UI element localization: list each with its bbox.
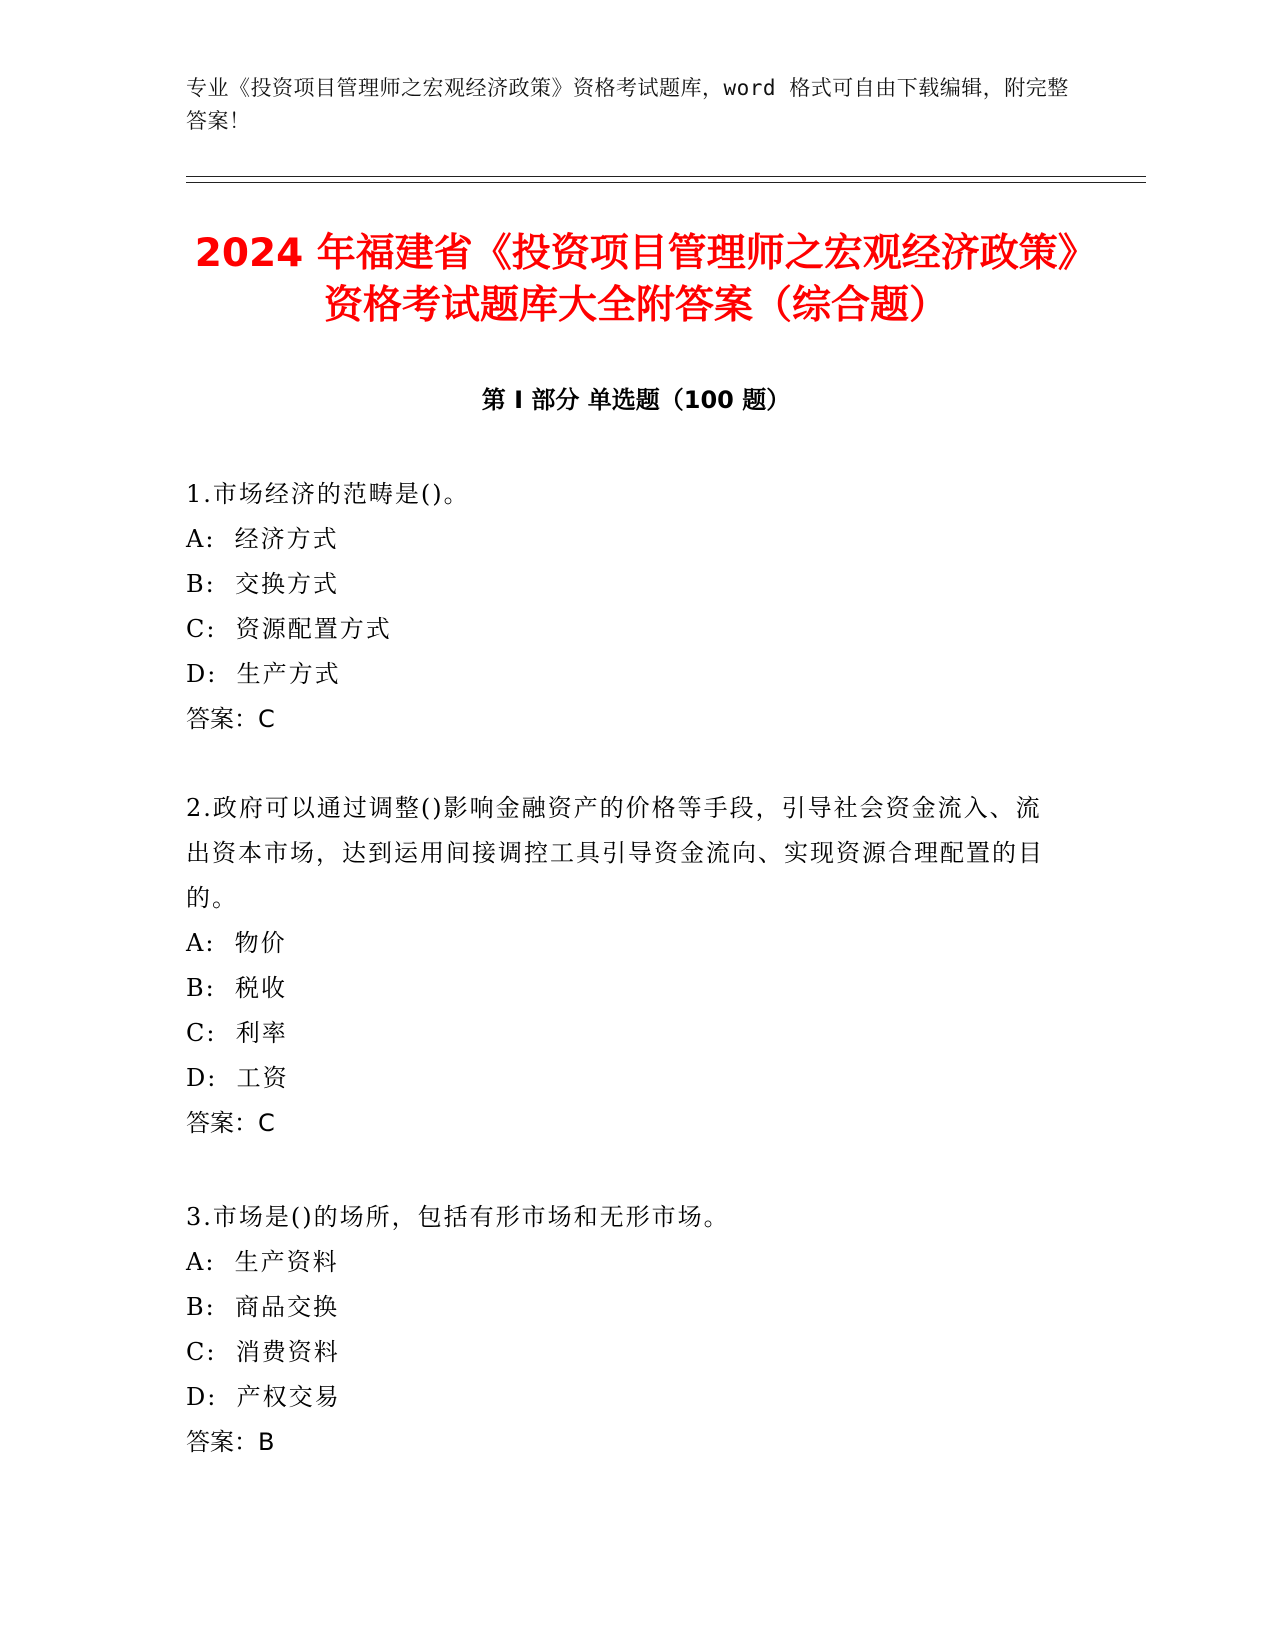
question-2 bbox=[186, 786, 1066, 1146]
document-title: 2024 年福建省《投资项目管理师之宏观经济政策》资格考试题库大全附答案（综合题） bbox=[194, 231, 1078, 328]
option-b: B: 交换方式 bbox=[186, 570, 339, 598]
section-heading: 第 I 部分 单选题（100 题） bbox=[481, 386, 791, 414]
question-stem: 1.市场经济的范畴是()。 bbox=[186, 480, 470, 508]
header-divider-bottom bbox=[186, 182, 1146, 183]
option-a: A: 经济方式 bbox=[186, 525, 339, 553]
option-a: A: 生产资料 bbox=[186, 1248, 339, 1276]
answer: 答案：C bbox=[186, 705, 275, 733]
question-3 bbox=[186, 1195, 1066, 1465]
option-c: C: 消费资料 bbox=[186, 1338, 340, 1366]
header-divider-top bbox=[186, 176, 1146, 177]
question-1 bbox=[186, 472, 1066, 742]
option-d: D: 工资 bbox=[186, 1064, 289, 1092]
option-b: B: 税收 bbox=[186, 974, 287, 1002]
option-d: D: 生产方式 bbox=[186, 660, 341, 688]
question-stem: 3.市场是()的场所，包括有形市场和无形市场。 bbox=[186, 1203, 730, 1231]
option-c: C: 利率 bbox=[186, 1019, 288, 1047]
question-stem: 2.政府可以通过调整()影响金融资产的价格等手段，引导社会资金流入、流出资本市场，达到运用间接调控工具引导资金流向、实现资源合理配置的目的。 bbox=[186, 794, 1044, 912]
option-c: C: 资源配置方式 bbox=[186, 615, 392, 643]
option-a: A: 物价 bbox=[186, 929, 287, 957]
answer: 答案：C bbox=[186, 1109, 275, 1137]
option-d: D: 产权交易 bbox=[186, 1383, 341, 1411]
answer: 答案：B bbox=[186, 1428, 275, 1456]
option-b: B: 商品交换 bbox=[186, 1293, 339, 1321]
header-note: 专业《投资项目管理师之宏观经济政策》资格考试题库，word 格式可自由下载编辑，附完整答案！ bbox=[186, 76, 1069, 133]
